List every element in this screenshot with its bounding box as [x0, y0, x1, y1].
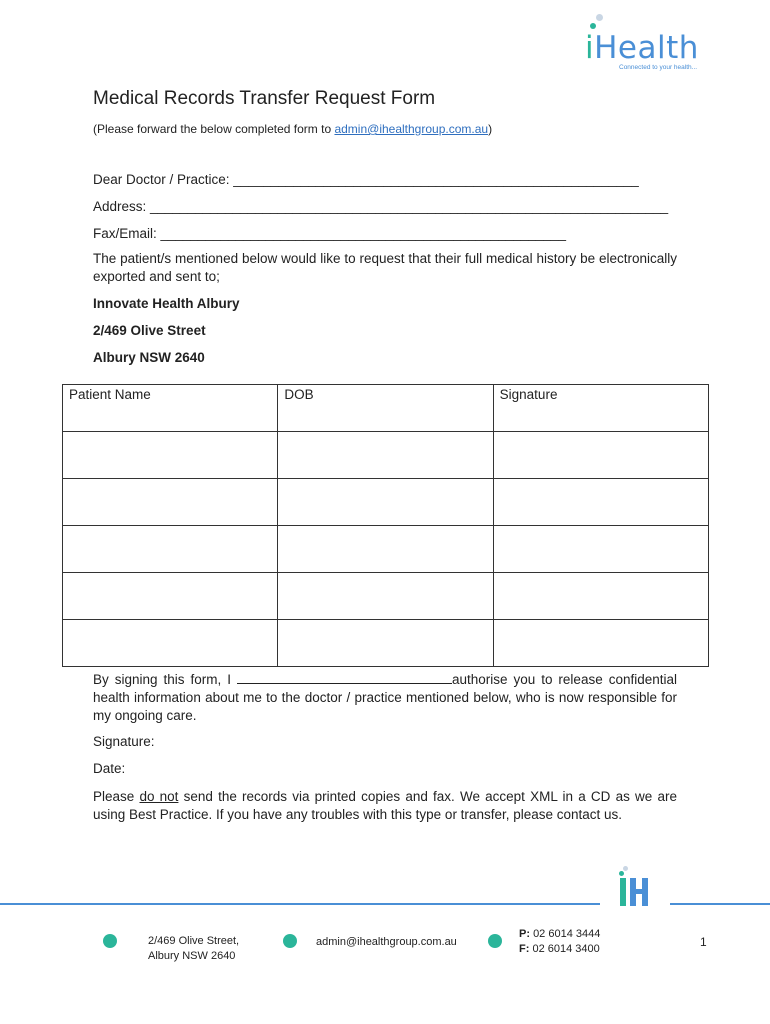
logo-dot-icon — [596, 14, 603, 21]
ihealth-logo — [585, 14, 725, 74]
dob-cell[interactable] — [278, 526, 493, 573]
footer-email[interactable]: admin@ihealthgroup.com.au — [316, 936, 457, 948]
page-number: 1 — [700, 935, 707, 949]
header-patient-name: Patient Name — [63, 385, 278, 432]
patient-name-cell[interactable] — [63, 573, 278, 620]
table-row — [63, 573, 709, 620]
table-row — [63, 620, 709, 667]
patient-name-cell[interactable] — [63, 479, 278, 526]
recipient-street: 2/469 Olive Street — [93, 323, 206, 338]
table-row — [63, 526, 709, 573]
patient-name-cell[interactable] — [63, 432, 278, 479]
table-header-row — [63, 385, 709, 432]
date-label: Date: — [93, 761, 126, 776]
dob-cell[interactable] — [278, 620, 493, 667]
consent-name-blank[interactable] — [237, 670, 452, 684]
bullet-dot-icon — [283, 934, 297, 948]
footer-address: 2/469 Olive Street, Albury NSW 2640 — [148, 935, 240, 962]
email-link[interactable]: admin@ihealthgroup.com.au — [334, 122, 489, 136]
recipient-city: Albury NSW 2640 — [93, 350, 205, 365]
recipient-name: Innovate Health Albury — [93, 296, 240, 311]
footer-logo-icon — [618, 866, 652, 910]
table-row — [63, 432, 709, 479]
dob-cell[interactable] — [278, 479, 493, 526]
logo-wordmark: iHealth — [585, 30, 699, 66]
logo-dot-icon — [590, 23, 596, 29]
footer-phone-fax: P: 02 6014 3444 F: 02 6014 3400 — [519, 928, 601, 955]
consent-paragraph: By signing this form, I authorise you to release confidential health information about me to the doctor / practice mentioned below, who is now responsible for my ongoing care. — [93, 672, 677, 723]
bullet-dot-icon — [103, 934, 117, 948]
dob-cell[interactable] — [278, 573, 493, 620]
signature-cell[interactable] — [493, 432, 708, 479]
address-field[interactable]: Address: _____________________________________________________________________ — [93, 199, 669, 214]
patient-name-cell[interactable] — [63, 526, 278, 573]
footer-divider — [670, 903, 770, 905]
footer-divider — [0, 903, 600, 905]
patient-name-cell[interactable] — [63, 620, 278, 667]
form-title: Medical Records Transfer Request Form — [93, 88, 436, 109]
table-row — [63, 479, 709, 526]
form-subtitle: (Please forward the below completed form to admin@ihealthgroup.com.au) — [93, 122, 493, 136]
signature-cell[interactable] — [493, 526, 708, 573]
signature-cell[interactable] — [493, 573, 708, 620]
notice-paragraph: Please do not send the records via printed copies and fax. We accept XML in a CD as we are using Best Practice. If you have any troubles with this type or transfer, please contact us. — [93, 789, 677, 822]
fax-email-field[interactable]: Fax/Email: ______________________________________________________ — [93, 226, 566, 241]
dob-cell[interactable] — [278, 432, 493, 479]
bullet-dot-icon — [488, 934, 502, 948]
patient-table — [62, 384, 709, 667]
signature-cell[interactable] — [493, 620, 708, 667]
signature-cell[interactable] — [493, 479, 708, 526]
header-dob: DOB — [278, 385, 493, 432]
header-signature: Signature — [493, 385, 708, 432]
doctor-practice-field[interactable]: Dear Doctor / Practice: ______________________________________________________ — [93, 172, 639, 187]
logo-tagline: Connected to your health... — [619, 64, 698, 71]
request-paragraph: The patient/s mentioned below would like to request that their full medical history be electronically exported and sent to; — [93, 251, 677, 284]
signature-label: Signature: — [93, 734, 155, 749]
